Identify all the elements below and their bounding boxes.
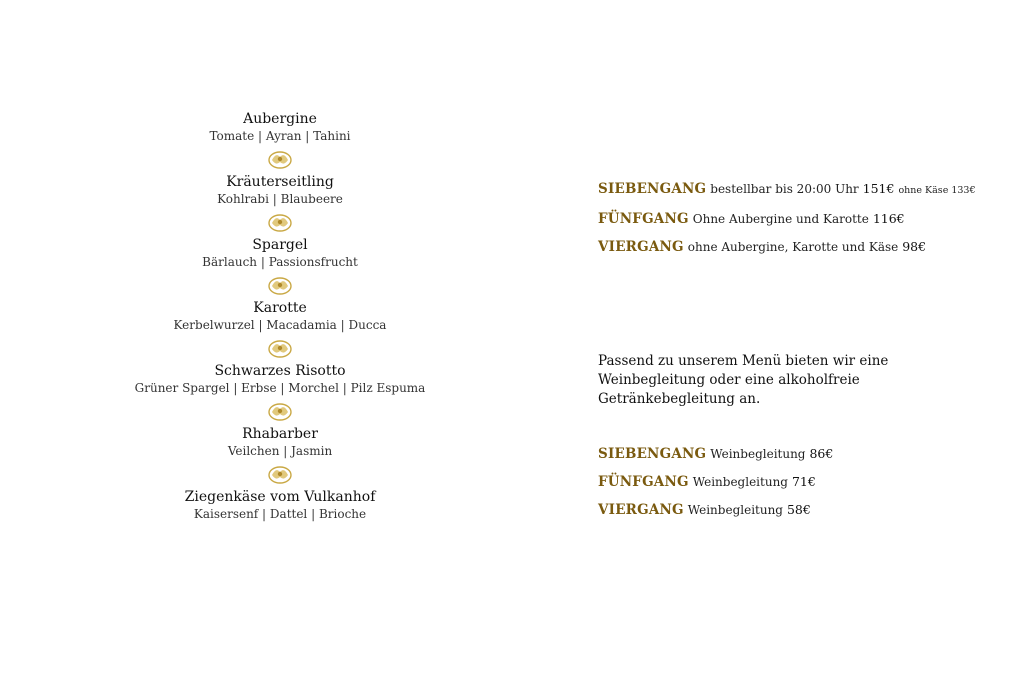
pairing-name: VIERGANG	[598, 502, 684, 518]
menu-offers	[598, 175, 998, 261]
offer-fuenfgang	[598, 205, 998, 233]
course-aubergine	[130, 110, 430, 144]
course-title: Kräuterseitling	[226, 174, 334, 190]
pairing-text: Weinbegleitung	[692, 475, 788, 489]
pairing-price: 58€	[786, 502, 811, 517]
course-description: Kaisersenf | Dattel | Brioche	[193, 507, 367, 521]
course-schwarzes-risotto	[130, 362, 430, 396]
crest-ornament-icon	[266, 148, 294, 170]
offer-text: ohne Aubergine, Karotte und Käse	[687, 240, 899, 254]
pairing-price: 71€	[791, 474, 816, 489]
course-kraeuterseitling	[130, 173, 430, 207]
offer-text: Ohne Aubergine und Karotte	[692, 212, 869, 226]
pairing-viergang	[598, 496, 998, 524]
course-title: Rhabarber	[242, 426, 318, 442]
course-title: Aubergine	[243, 111, 317, 127]
course-rhabarber	[130, 425, 430, 459]
course-title: Schwarzes Risotto	[214, 363, 346, 379]
offer-price: 98€	[902, 239, 927, 254]
pairing-siebengang	[598, 440, 998, 468]
course-karotte	[130, 299, 430, 333]
offer-text: bestellbar bis 20:00 Uhr	[710, 182, 859, 196]
offer-name: VIERGANG	[598, 239, 684, 255]
pairing-name: SIEBENGANG	[598, 446, 707, 462]
course-description: Kerbelwurzel | Macadamia | Ducca	[173, 318, 387, 332]
course-spargel	[130, 236, 430, 270]
course-title: Ziegenkäse vom Vulkanhof	[184, 489, 376, 505]
course-description: Kohlrabi | Blaubeere	[217, 192, 343, 206]
course-description: Veilchen | Jasmin	[227, 444, 333, 458]
pairing-intro: Passend zu unserem Menü bieten wir eine Weinbegleitung oder eine alkoholfreie Getränkebegleitung an.	[598, 353, 889, 407]
course-title: Spargel	[252, 237, 308, 253]
course-description: Tomate | Ayran | Tahini	[209, 129, 351, 143]
pairing-name: FÜNFGANG	[598, 474, 689, 490]
offer-name: SIEBENGANG	[598, 181, 707, 197]
crest-ornament-icon	[266, 211, 294, 233]
offer-price: 116€	[872, 211, 905, 226]
pairing-offers	[598, 440, 998, 524]
menu-courses	[130, 110, 430, 522]
pairing-text: Weinbegleitung	[687, 503, 783, 517]
offer-viergang	[598, 233, 998, 261]
offer-extra: ohne Käse 133€	[898, 185, 976, 196]
pairing-text: Weinbegleitung	[710, 447, 806, 461]
pairing-fuenfgang	[598, 468, 998, 496]
offer-price: 151€	[862, 181, 895, 196]
course-title: Karotte	[253, 300, 307, 316]
course-description: Bärlauch | Passionsfrucht	[202, 255, 358, 269]
crest-ornament-icon	[266, 337, 294, 359]
crest-ornament-icon	[266, 400, 294, 422]
offer-name: FÜNFGANG	[598, 211, 689, 227]
pairing-price: 86€	[809, 446, 834, 461]
crest-ornament-icon	[266, 463, 294, 485]
course-ziegenkaese	[130, 488, 430, 522]
crest-ornament-icon	[266, 274, 294, 296]
course-description: Grüner Spargel | Erbse | Morchel | Pilz Espuma	[134, 381, 426, 395]
offer-siebengang	[598, 175, 998, 205]
